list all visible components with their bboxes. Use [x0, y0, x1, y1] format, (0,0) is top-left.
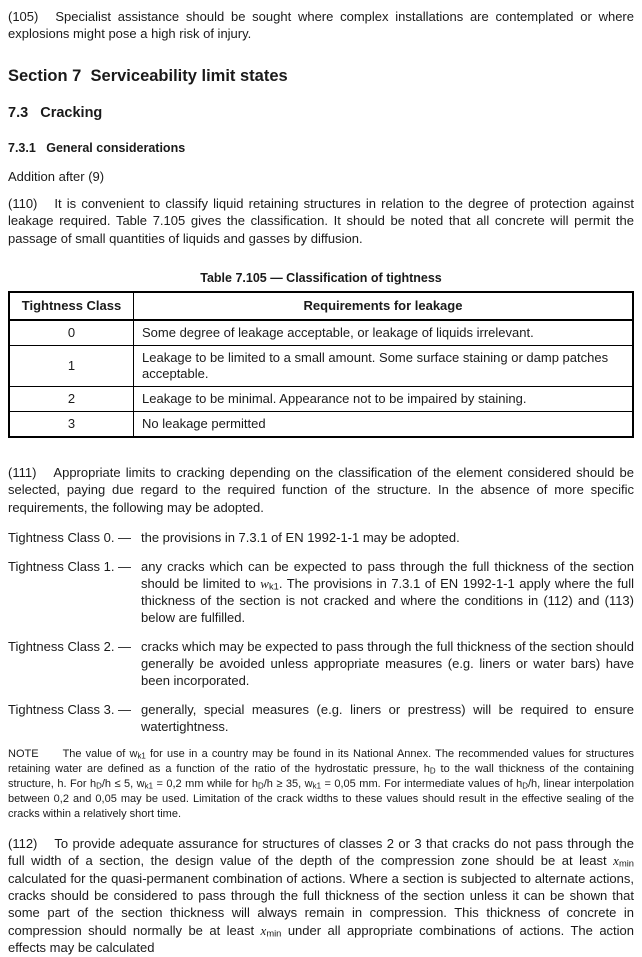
heading-7-3-1-general-considerations: 7.3.1 General considerations: [8, 140, 186, 155]
table-row: [9, 387, 633, 412]
paragraph-text: Specialist assistance should be sought where complex installations are contemplated or where explosions might pose a high risk of injury.: [8, 9, 634, 42]
table-row: [9, 412, 633, 438]
table-header-row: [9, 292, 633, 320]
cell-tightness-class: 2: [9, 387, 134, 412]
paragraph-105: [8, 8, 634, 43]
heading-7-3-cracking: 7.3 Cracking: [8, 104, 103, 121]
paragraph-text: It is convenient to classify liquid retaining structures in relation to the degree of protection against leakage required. Table 7.105 gives the classification. It should be noted that all concrete will permit the passage of small quantities of liquids and gasses by diffusion.: [8, 195, 634, 246]
column-header-requirements: Requirements for leakage: [134, 292, 634, 320]
tightness-table-body: [9, 320, 633, 437]
cell-requirements: No leakage permitted: [134, 412, 634, 438]
tightness-class-label: Tightness Class 0. —: [8, 530, 132, 546]
column-header-tightness-class: Tightness Class: [9, 292, 134, 320]
cell-requirements: Some degree of leakage acceptable, or leakage of liquids irrelevant.: [134, 320, 634, 346]
table-row: [9, 346, 633, 387]
paragraph-112: [8, 835, 634, 957]
tightness-class-label: Tightness Class 3. —: [8, 702, 132, 718]
cell-tightness-class: 0: [9, 320, 134, 346]
paragraph-111: [8, 464, 634, 516]
tightness-class-text: any cracks which can be expected to pass through the full thickness of the section should be limited to $w_{k1}$. The provisions in 7.3.1 of EN 1992-1-1 apply where the full thickness of the section is not cracked and where the conditions in (112) and (113) below are fulfilled.: [141, 559, 634, 626]
tightness-class-item: [8, 558, 634, 626]
tightness-class-list: [8, 529, 634, 735]
tightness-class-label: Tightness Class 1. —: [8, 559, 132, 575]
cell-requirements: Leakage to be limited to a small amount. Some surface staining or damp patches acceptable.: [134, 346, 634, 387]
table-7-105-title: Table 7.105 — Classification of tightness: [200, 271, 442, 286]
paragraph-110: [8, 195, 634, 247]
tightness-class-text: the provisions in 7.3.1 of EN 1992-1-1 may be adopted.: [141, 530, 460, 546]
table-row: [9, 320, 633, 346]
tightness-class-text: cracks which may be expected to pass through the full thickness of the section should generally be avoided unless appropriate measures (e.g. liners or water bars) have been incorporated.: [141, 639, 634, 689]
cell-tightness-class: 3: [9, 412, 134, 438]
paragraph-number: (111): [8, 465, 37, 481]
cell-requirements: Leakage to be minimal. Appearance not to be impaired by staining.: [134, 387, 634, 412]
paragraph-number: (112): [8, 835, 38, 851]
note-paragraph: [8, 747, 634, 822]
addition-after-9: Addition after (9): [8, 168, 105, 184]
tightness-class-item: [8, 638, 634, 689]
paragraph-number: (110): [8, 195, 38, 211]
paragraph-text: To provide adequate assurance for structures of classes 2 or 3 that cracks do not pass through the full width of a section, the design value of the depth of the compression zone should be at least $x_{min}$ calculated for the quasi-permanent combination of actions. Where a section is subjected to alternate actions, cracks should be considered to pass through the full thickness of the section unless it can be shown that some part of the section thickness will always remain in compression. This thickness of concrete in compression should normally be at least $x_{min}$ under all appropriate combinations of actions. The action effects may be calculated: [8, 835, 635, 956]
tightness-classification-table: [8, 291, 634, 438]
note-text: The value of $w_{k1}$ for use in a country may be found in its National Annex. The recommended values for structures retaining water are defined as a function of the ratio of the hydrostatic pressure, $h_D$ to the wall thickness of the containing structure, h. For $h_D/h \le 5$, $w_{k1} = 0,2$ mm while for $h_D/h \ge 35$, $w_{k1} = 0,05$ mm. For intermediate values of $h_D/h$, linear interpolation between 0,2 and 0,05 may be used. Limitation of the crack widths to these values should result in the effective sealing of the cracks within a relatively short time.: [8, 748, 635, 820]
table-header: [9, 292, 633, 320]
paragraph-text: Appropriate limits to cracking depending on the classification of the element considered should be selected, paying due regard to the required function of the structure. In the absence of more specific requirements, the following may be adopted.: [8, 465, 634, 515]
tightness-class-item: [8, 701, 634, 735]
note-label: NOTE: [8, 748, 39, 761]
heading-section-7: Section 7 Serviceability limit states: [8, 66, 288, 85]
tightness-class-text: generally, special measures (e.g. liners or prestress) will be required to ensure watertightness.: [141, 702, 634, 735]
cell-tightness-class: 1: [9, 346, 134, 387]
tightness-class-item: [8, 529, 634, 546]
tightness-class-label: Tightness Class 2. —: [8, 639, 132, 655]
paragraph-number: (105): [8, 9, 39, 24]
